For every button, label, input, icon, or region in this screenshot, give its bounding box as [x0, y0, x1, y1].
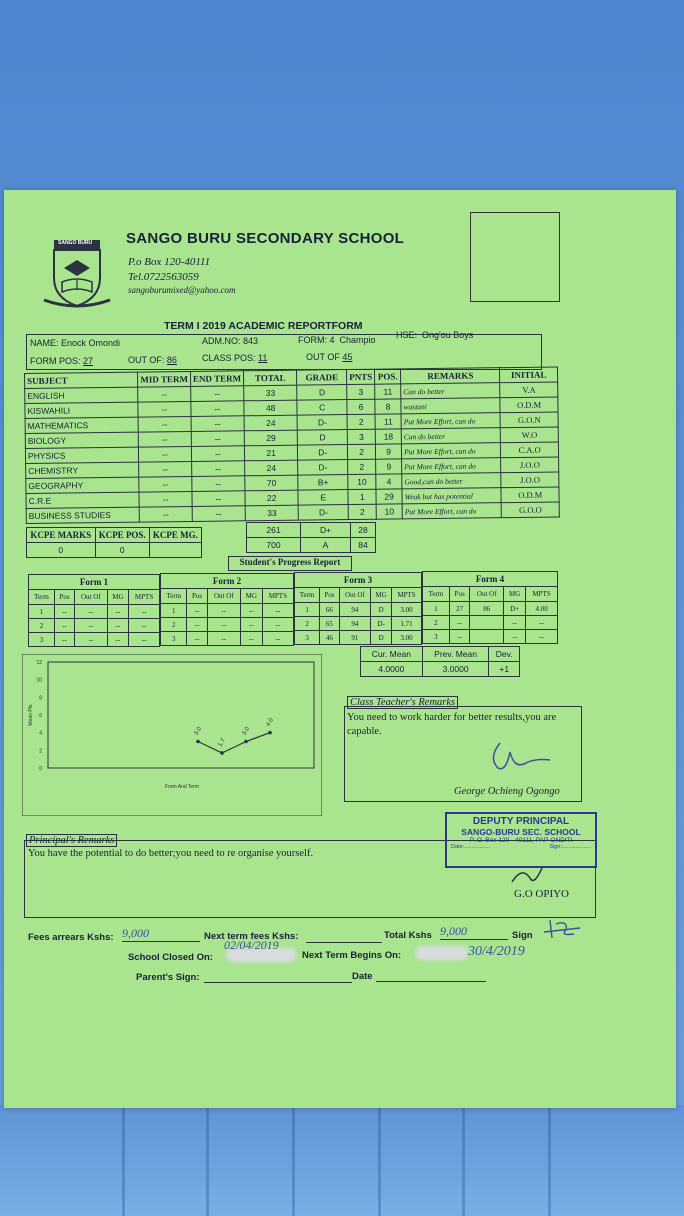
- school-name: SANGO BURU SECONDARY SCHOOL: [126, 230, 405, 247]
- progress-form4-title: Form 4: [423, 572, 558, 587]
- y-tick-label: 10: [36, 677, 42, 684]
- house-value: Ong'ou Boys: [422, 330, 474, 340]
- marks-cell-pnts: 3: [347, 384, 375, 399]
- marks-cell-remark: Put More Effort, can do: [402, 458, 502, 474]
- progress-cell: --: [504, 630, 526, 644]
- header-position: POS.: [375, 369, 401, 384]
- progress-cell: 1: [423, 602, 450, 616]
- progress-form2-table: [160, 573, 294, 646]
- out-of-value: 86: [166, 355, 177, 365]
- progress-row: [161, 632, 294, 646]
- progress-cell: 4.00: [526, 602, 558, 616]
- progress-cell: --: [55, 633, 75, 647]
- prev-mean-header: Prev. Mean: [422, 647, 489, 662]
- class-teacher-title: Class Teacher's Remarks: [347, 696, 458, 709]
- progress-cell: D-: [371, 617, 392, 631]
- dev-value: +1: [489, 662, 520, 677]
- progress-cell: --: [262, 618, 293, 632]
- progress-cell: --: [55, 605, 75, 619]
- progress-cell: [470, 616, 504, 630]
- header-initial: INITIAL: [500, 367, 558, 383]
- marks-cell-initial: O.D.M: [501, 487, 559, 503]
- marks-cell-grade: C: [297, 400, 347, 416]
- class-teacher-remark: You need to work harder for better results,you are capable.: [347, 712, 557, 737]
- marks-cell-subject: BIOLOGY: [25, 432, 138, 448]
- marks-cell-pos: 10: [376, 504, 402, 519]
- marks-cell-remark: Weak but has potential: [402, 488, 502, 504]
- stream-value: Champio: [339, 335, 376, 345]
- progress-cell: 65: [320, 617, 339, 631]
- y-axis-label: Mean Pts: [28, 704, 34, 726]
- progress-cell: --: [187, 632, 207, 646]
- header-grade: GRADE: [297, 370, 347, 386]
- school-crest-logo: [42, 238, 112, 310]
- progress-cell: D+: [504, 602, 526, 616]
- marks-cell-end: --: [192, 491, 245, 507]
- marks-cell-end: --: [192, 476, 245, 492]
- marks-cell-total: 22: [245, 490, 299, 506]
- progress-col-header: Pos: [187, 589, 207, 604]
- progress-cell: --: [207, 632, 240, 646]
- marks-cell-pos: 29: [376, 489, 402, 504]
- progress-col-header: MPTS: [262, 589, 293, 604]
- progress-col-header: Pos: [320, 588, 339, 603]
- mean-table: [360, 646, 520, 677]
- grand-total: 261: [247, 523, 301, 538]
- class-teacher-name: George Ochieng Ogongo: [454, 786, 560, 797]
- student-name: Enock Omondi: [61, 338, 121, 348]
- progress-cell: 91: [339, 631, 371, 645]
- progress-row: [295, 617, 422, 631]
- total-value: 9,000: [440, 924, 508, 940]
- marks-cell-total: 33: [244, 385, 298, 401]
- marks-cell-mid: --: [139, 461, 192, 477]
- marks-cell-pnts: 2: [348, 444, 376, 459]
- progress-col-header: MPTS: [526, 587, 558, 602]
- marks-cell-pnts: 10: [348, 474, 376, 489]
- progress-form1-title: Form 1: [29, 575, 160, 590]
- progress-col-header: MG: [371, 588, 392, 603]
- progress-row: [29, 619, 160, 633]
- progress-cell: --: [107, 619, 129, 633]
- marks-cell-mid: --: [139, 506, 192, 522]
- out-of-value-2: 45: [342, 352, 353, 362]
- progress-cell: 3: [295, 631, 320, 645]
- progress-col-header: MG: [504, 587, 526, 602]
- mean-points-chart: [22, 654, 322, 816]
- marks-cell-initial: W.O: [501, 427, 559, 443]
- header-mid-term: MID TERM: [138, 371, 191, 387]
- fees-arrears-label: Fees arrears Kshs:: [28, 932, 114, 943]
- progress-cell: --: [240, 618, 262, 632]
- progress-col-header: MG: [240, 589, 262, 604]
- progress-cell: D: [371, 631, 392, 645]
- progress-row: [29, 633, 160, 647]
- progress-cell: --: [449, 616, 470, 630]
- progress-col-header: Term: [295, 588, 320, 603]
- progress-col-header: Out Of: [207, 589, 240, 604]
- marks-cell-subject: C.R.E: [26, 492, 139, 508]
- kcpe-pos-header: KCPE POS.: [95, 528, 149, 543]
- adm-label: ADM.NO:: [202, 336, 241, 346]
- form-pos-label: FORM POS:: [30, 356, 81, 366]
- marks-cell-total: 48: [244, 400, 298, 416]
- stamp-address: P. O. Box 120 - 40111, PAP-ONDITI: [469, 837, 573, 844]
- progress-row: [161, 618, 294, 632]
- progress-cell: 3.00: [392, 603, 422, 617]
- marks-cell-pnts: 1: [348, 489, 376, 504]
- data-point: [244, 740, 248, 744]
- marks-cell-remark: Good,can do better: [402, 473, 502, 489]
- progress-row: [423, 602, 558, 616]
- marks-cell-grade: D-: [298, 445, 348, 461]
- marks-cell-mid: --: [139, 491, 192, 507]
- redacted-date-2: [416, 946, 468, 960]
- marks-cell-remark: Put More Effort, can do: [401, 413, 501, 429]
- header-remarks: REMARKS: [401, 368, 501, 384]
- marks-cell-grade: D: [298, 430, 348, 446]
- marks-cell-pos: 8: [375, 399, 401, 414]
- marks-cell-initial: C.A.O: [501, 442, 559, 458]
- progress-cell: 2: [423, 616, 450, 630]
- marks-cell-mid: --: [138, 416, 191, 432]
- point-label: 3.0: [193, 726, 203, 737]
- data-point: [268, 731, 272, 735]
- next-term-begins-label: Next Term Begins On:: [302, 950, 402, 961]
- progress-col-header: Out Of: [339, 588, 371, 603]
- progress-cell: --: [55, 619, 75, 633]
- next-term-begins-date: 30/4/2019: [468, 944, 525, 959]
- y-tick-label: 4: [39, 730, 42, 737]
- cur-mean-header: Cur. Mean: [361, 647, 423, 662]
- progress-cell: 1: [161, 604, 187, 618]
- school-closed-date: 02/04/2019: [224, 938, 279, 952]
- mean-grade: D+: [301, 523, 351, 538]
- plot-area: [48, 662, 314, 768]
- progress-cell: 94: [339, 617, 371, 631]
- progress-cell: --: [526, 630, 558, 644]
- progress-cell: --: [129, 633, 160, 647]
- progress-col-header: Term: [29, 590, 55, 605]
- progress-cell: --: [107, 605, 129, 619]
- marks-cell-pos: 18: [375, 429, 401, 444]
- progress-form1-table: [28, 574, 160, 647]
- stamp-title: DEPUTY PRINCIPAL: [472, 816, 570, 827]
- progress-cell: 1: [295, 603, 320, 617]
- progress-cell: --: [504, 616, 526, 630]
- marks-cell-pos: 9: [376, 444, 402, 459]
- header-total: TOTAL: [243, 370, 297, 386]
- marks-cell-pnts: 6: [347, 399, 375, 414]
- out-of-label: OUT OF:: [128, 355, 165, 365]
- marks-cell-remark: Can do better: [401, 428, 501, 444]
- school-tel: Tel.0722563059: [128, 271, 199, 283]
- report-form-sheet: [4, 190, 676, 1108]
- marks-cell-pos: 11: [375, 384, 401, 399]
- progress-cell: 3: [161, 632, 187, 646]
- marks-cell-end: --: [192, 506, 245, 522]
- progress-cell: 1.71: [392, 617, 422, 631]
- marks-cell-grade: D-: [297, 415, 347, 431]
- marks-cell-end: --: [191, 446, 244, 462]
- progress-cell: 94: [339, 603, 371, 617]
- school-email: sangoburumixed@yahoo.com: [128, 285, 236, 295]
- prev-mean-value: 3.0000: [422, 662, 489, 677]
- progress-cell: --: [449, 630, 470, 644]
- progress-row: [295, 603, 422, 617]
- class-pos-label: CLASS POS:: [202, 353, 256, 363]
- progress-row: [161, 604, 294, 618]
- x-axis-label: Form And Term: [164, 784, 200, 790]
- data-point: [196, 740, 200, 744]
- point-label: 4.0: [265, 717, 275, 728]
- sign-label: Sign: [512, 930, 533, 941]
- marks-cell-end: --: [191, 386, 244, 402]
- fees-arrears-value: 9,000: [122, 926, 200, 942]
- y-tick-label: 0: [39, 766, 42, 772]
- parent-sign-label: Parent's Sign:: [136, 972, 200, 983]
- stamp-date: Date:.................: [451, 844, 491, 850]
- marks-cell-total: 70: [245, 475, 299, 491]
- progress-cell: --: [240, 604, 262, 618]
- class-pos-value: 11: [258, 353, 268, 363]
- kcpe-marks-header: KCPE MARKS: [27, 528, 96, 543]
- totals-table: [246, 522, 376, 553]
- progress-col-header: Term: [423, 587, 450, 602]
- progress-cell: --: [262, 632, 293, 646]
- kcpe-mg-value: [149, 543, 201, 558]
- stamp-school: SANGO-BURU SEC. SCHOOL: [461, 827, 581, 837]
- progress-cell: --: [75, 633, 108, 647]
- marks-cell-initial: J.O.O: [501, 457, 559, 473]
- progress-row: [423, 630, 558, 644]
- total-label: Total Kshs: [384, 930, 432, 941]
- marks-cell-pos: 9: [376, 459, 402, 474]
- marks-cell-total: 29: [244, 430, 298, 446]
- marks-cell-end: --: [191, 461, 244, 477]
- adm-number: 843: [243, 336, 259, 346]
- marks-cell-initial: G.O.O: [502, 502, 560, 518]
- parent-sign-line: [204, 982, 352, 983]
- kcpe-pos-value: 0: [95, 543, 149, 558]
- progress-cell: --: [207, 604, 240, 618]
- progress-row: [29, 605, 160, 619]
- progress-cell: --: [262, 604, 293, 618]
- marks-cell-subject: MATHEMATICS: [25, 417, 138, 433]
- marks-cell-pnts: 2: [348, 459, 376, 474]
- progress-col-header: Pos: [55, 590, 75, 605]
- y-tick-label: 8: [39, 695, 42, 702]
- marks-cell-total: 21: [244, 445, 298, 461]
- progress-title: Student's Progress Report: [228, 556, 352, 571]
- progress-col-header: MPTS: [392, 588, 422, 603]
- progress-cell: --: [187, 604, 207, 618]
- deputy-principal-stamp: [445, 812, 597, 868]
- name-label: NAME:: [30, 338, 59, 348]
- marks-cell-mid: --: [139, 476, 192, 492]
- progress-col-header: Out Of: [75, 590, 108, 605]
- marks-cell-subject: GEOGRAPHY: [26, 477, 139, 493]
- header-end-term: END TERM: [190, 371, 243, 387]
- marks-cell-grade: D: [297, 385, 347, 401]
- progress-col-header: Pos: [449, 587, 470, 602]
- data-point: [220, 751, 224, 755]
- stamp-sign: Sign:...................: [549, 844, 591, 850]
- progress-cell: [470, 630, 504, 644]
- principal-remark: You have the potential to do better;you need to re organise yourself.: [28, 848, 314, 859]
- marks-cell-initial: V.A: [500, 382, 558, 398]
- header-subject: SUBJECT: [25, 372, 138, 388]
- progress-form3-table: [294, 572, 422, 645]
- progress-cell: 1: [29, 605, 55, 619]
- progress-cell: 3.00: [392, 631, 422, 645]
- series-line: [198, 733, 270, 753]
- kcpe-marks-value: 0: [27, 543, 96, 558]
- form-value: 4: [329, 335, 335, 345]
- max-total: 700: [247, 538, 301, 553]
- school-box: P.o Box 120-40111: [128, 256, 211, 268]
- progress-cell: 86: [470, 602, 504, 616]
- marks-cell-total: 33: [245, 505, 299, 521]
- progress-col-header: MPTS: [129, 590, 160, 605]
- progress-row: [423, 616, 558, 630]
- desk-surface: [0, 1105, 684, 1216]
- progress-cell: 3: [423, 630, 450, 644]
- marks-cell-end: --: [191, 401, 244, 417]
- kcpe-table: [26, 527, 202, 558]
- y-tick-label: 6: [39, 713, 42, 719]
- hse-label: HSE:: [396, 330, 418, 340]
- progress-form4-table: [422, 571, 558, 644]
- photo-box: [470, 212, 560, 302]
- marks-cell-initial: G.O.N: [500, 412, 558, 428]
- progress-cell: D: [371, 603, 392, 617]
- progress-cell: 27: [449, 602, 470, 616]
- progress-cell: 2: [295, 617, 320, 631]
- parent-sign-scribble: [540, 916, 586, 942]
- marks-cell-subject: PHYSICS: [25, 447, 138, 463]
- marks-cell-remark: Can do better: [401, 383, 501, 399]
- marks-cell-pnts: 2: [347, 414, 375, 429]
- marks-cell-total: 24: [245, 460, 299, 476]
- marks-cell-pos: 11: [375, 414, 401, 429]
- marks-cell-mid: --: [138, 431, 191, 447]
- progress-cell: --: [75, 619, 108, 633]
- form-label: FORM:: [298, 335, 327, 345]
- progress-cell: --: [240, 632, 262, 646]
- max-points: 84: [351, 538, 376, 553]
- marks-cell-initial: O.D.M: [500, 397, 558, 413]
- cur-mean-value: 4.0000: [361, 662, 423, 677]
- progress-cell: 46: [320, 631, 339, 645]
- y-tick-label: 12: [36, 660, 42, 666]
- class-teacher-signature: [480, 738, 560, 778]
- date-label: Date: [352, 971, 373, 982]
- marks-cell-mid: --: [138, 401, 191, 417]
- kcpe-mg-header: KCPE MG.: [149, 528, 201, 543]
- progress-col-header: Out Of: [470, 587, 504, 602]
- form-pos-value: 27: [83, 356, 94, 366]
- progress-col-header: Term: [161, 589, 187, 604]
- marks-cell-end: --: [191, 431, 244, 447]
- marks-cell-remark: wastani: [401, 398, 501, 414]
- progress-cell: 2: [29, 619, 55, 633]
- logo-text: SANGO BURU: [58, 240, 93, 246]
- marks-cell-remark: Put More Effort, can do: [401, 443, 501, 459]
- progress-cell: --: [129, 605, 160, 619]
- progress-row: [295, 631, 422, 645]
- school-closed-label: School Closed On:: [128, 952, 213, 963]
- progress-form2-title: Form 2: [161, 574, 294, 589]
- report-title: TERM I 2019 ACADEMIC REPORTFORM: [164, 320, 363, 332]
- marks-cell-subject: ENGLISH: [25, 387, 138, 403]
- marks-cell-mid: --: [138, 386, 191, 402]
- progress-cell: --: [129, 619, 160, 633]
- marks-cell-grade: B+: [298, 475, 348, 491]
- marks-cell-grade: D-: [299, 505, 349, 521]
- progress-cell: --: [107, 633, 129, 647]
- marks-cell-subject: BUSINESS STUDIES: [26, 507, 139, 523]
- marks-cell-subject: KISWAHILI: [25, 402, 138, 418]
- marks-cell-subject: CHEMISTRY: [26, 462, 139, 478]
- next-term-fees-label: Next term fees Kshs:: [204, 931, 299, 942]
- marks-cell-total: 24: [244, 415, 298, 431]
- marks-cell-end: --: [191, 416, 244, 432]
- progress-cell: --: [75, 605, 108, 619]
- marks-cell-initial: J.O.O: [501, 472, 559, 488]
- max-grade: A: [301, 538, 351, 553]
- principal-title: Principal's Remarks: [26, 834, 117, 847]
- marks-table: [24, 366, 560, 524]
- marks-cell-pos: 4: [376, 474, 402, 489]
- progress-cell: --: [187, 618, 207, 632]
- progress-cell: --: [526, 616, 558, 630]
- marks-cell-grade: E: [298, 490, 348, 506]
- chart-frame: [22, 654, 322, 816]
- progress-cell: 3: [29, 633, 55, 647]
- marks-cell-remark: Put More Effort, can do: [402, 503, 502, 519]
- y-tick-label: 2: [39, 748, 42, 755]
- point-label: 3.0: [241, 726, 251, 737]
- dev-header: Dev.: [489, 647, 520, 662]
- total-points: 28: [351, 523, 376, 538]
- header-points: PNTS: [347, 369, 375, 384]
- marks-cell-pnts: 3: [347, 429, 375, 444]
- date-line: [376, 981, 486, 982]
- progress-cell: 66: [320, 603, 339, 617]
- progress-cell: --: [207, 618, 240, 632]
- marks-cell-mid: --: [139, 446, 192, 462]
- next-term-fees-line: [306, 942, 382, 943]
- progress-form3-title: Form 3: [295, 573, 422, 588]
- marks-cell-pnts: 2: [348, 504, 376, 519]
- principal-name: G.O OPIYO: [514, 888, 569, 900]
- marks-cell-grade: D-: [298, 460, 348, 476]
- point-label: 1.7: [217, 737, 227, 748]
- out-of-label-2: OUT OF: [306, 352, 340, 362]
- progress-cell: 2: [161, 618, 187, 632]
- progress-col-header: MG: [107, 590, 129, 605]
